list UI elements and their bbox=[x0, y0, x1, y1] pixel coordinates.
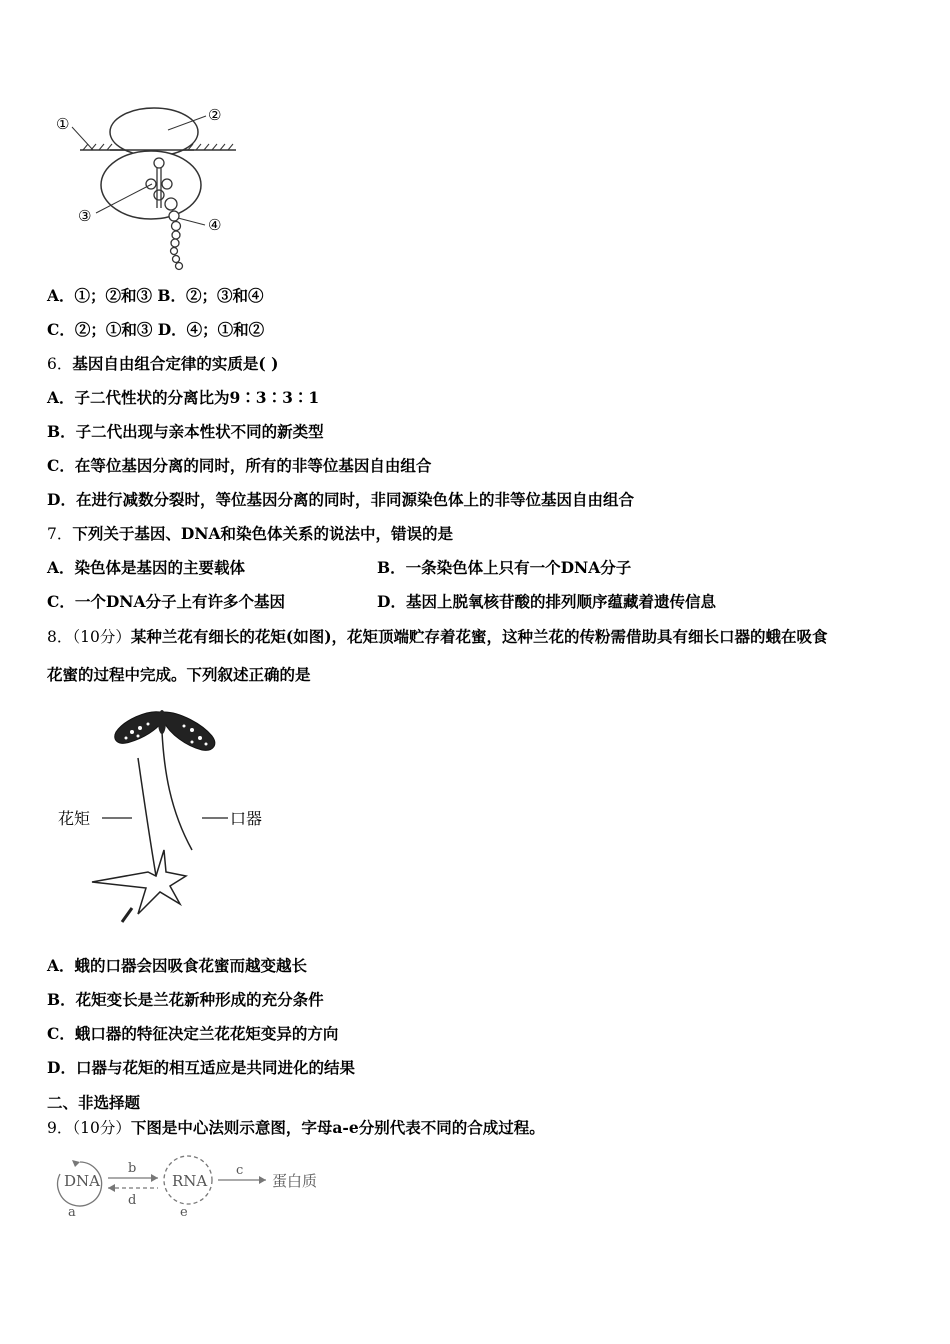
q7-option-c: C．一个DNA分子上有许多个基因 bbox=[47, 592, 285, 611]
q5-options-row1: A．①；②和③ B．②；③和④ bbox=[47, 286, 264, 305]
label-3: ③ bbox=[78, 207, 92, 225]
question-6 bbox=[47, 353, 278, 375]
section-title: 二、非选择题 bbox=[47, 1093, 141, 1112]
orchid-moth-figure bbox=[52, 700, 292, 940]
central-dogma-diagram bbox=[48, 1152, 338, 1222]
question-8-line1 bbox=[47, 626, 828, 648]
label-e: e bbox=[180, 1205, 188, 1220]
question-7 bbox=[47, 523, 453, 545]
label-4: ④ bbox=[208, 216, 222, 234]
q8-option-c: C．蛾口器的特征决定兰花花矩变异的方向 bbox=[47, 1024, 339, 1043]
question-9 bbox=[47, 1117, 545, 1139]
question-stem: 基因自由组合定律的实质是( ) bbox=[72, 354, 279, 373]
question-stem: 某种兰花有细长的花矩(如图)，花矩顶端贮存着花蜜，这种兰花的传粉需借助具有细长口器的蛾在吸食 bbox=[130, 627, 828, 646]
question-number: 8． bbox=[47, 628, 73, 646]
q7-option-d: D．基因上脱氧核苷酸的排列顺序蕴藏着遗传信息 bbox=[377, 592, 716, 611]
question-number: 7． bbox=[47, 525, 73, 543]
protein-node: 蛋白质 bbox=[272, 1172, 318, 1190]
q6-option-b: B．子二代出现与亲本性状不同的新类型 bbox=[47, 422, 324, 441]
q6-option-a: A．子二代性状的分离比为9∶3∶3∶1 bbox=[47, 388, 320, 407]
label-d: d bbox=[128, 1193, 137, 1208]
label-c: c bbox=[236, 1163, 244, 1178]
q7-option-a: A．染色体是基因的主要载体 bbox=[47, 558, 246, 577]
q8-option-d: D．口器与花矩的相互适应是共同进化的结果 bbox=[47, 1058, 355, 1077]
ribosome-translation-figure bbox=[48, 100, 248, 275]
rna-node: RNA bbox=[172, 1172, 208, 1190]
q8-option-a: A．蛾的口器会因吸食花蜜而越变越长 bbox=[47, 956, 308, 975]
question-stem: 下图是中心法则示意图，字母a-e分别代表不同的合成过程。 bbox=[130, 1118, 545, 1137]
dna-node: DNA bbox=[64, 1172, 100, 1190]
label-2: ② bbox=[208, 106, 222, 124]
q6-option-d: D．在进行减数分裂时，等位基因分离的同时，非同源染色体上的非等位基因自由组合 bbox=[47, 490, 634, 509]
label-a: a bbox=[68, 1205, 76, 1220]
question-number: 9． bbox=[47, 1119, 73, 1137]
question-8-line2: 花蜜的过程中完成。下列叙述正确的是 bbox=[47, 665, 311, 684]
q7-option-b: B．一条染色体上只有一个DNA分子 bbox=[377, 558, 632, 577]
label-b: b bbox=[128, 1161, 137, 1176]
question-stem: 下列关于基因、DNA和染色体关系的说法中，错误的是 bbox=[72, 524, 454, 543]
q7-options-row2 bbox=[47, 591, 716, 613]
label-nectar-spur: 花矩 bbox=[58, 809, 91, 828]
q5-options-row2: C．②；①和③ D．④；①和② bbox=[47, 320, 265, 339]
question-number: 6． bbox=[47, 355, 73, 373]
label-mouthpart: 口器 bbox=[230, 809, 263, 828]
q8-option-b: B．花矩变长是兰花新种形成的充分条件 bbox=[47, 990, 324, 1009]
q7-options-row1 bbox=[47, 557, 632, 579]
question-score: （10分） bbox=[72, 628, 131, 646]
q6-option-c: C．在等位基因分离的同时，所有的非等位基因自由组合 bbox=[47, 456, 432, 475]
question-score: （10分） bbox=[72, 1119, 131, 1137]
label-1: ① bbox=[56, 115, 70, 133]
